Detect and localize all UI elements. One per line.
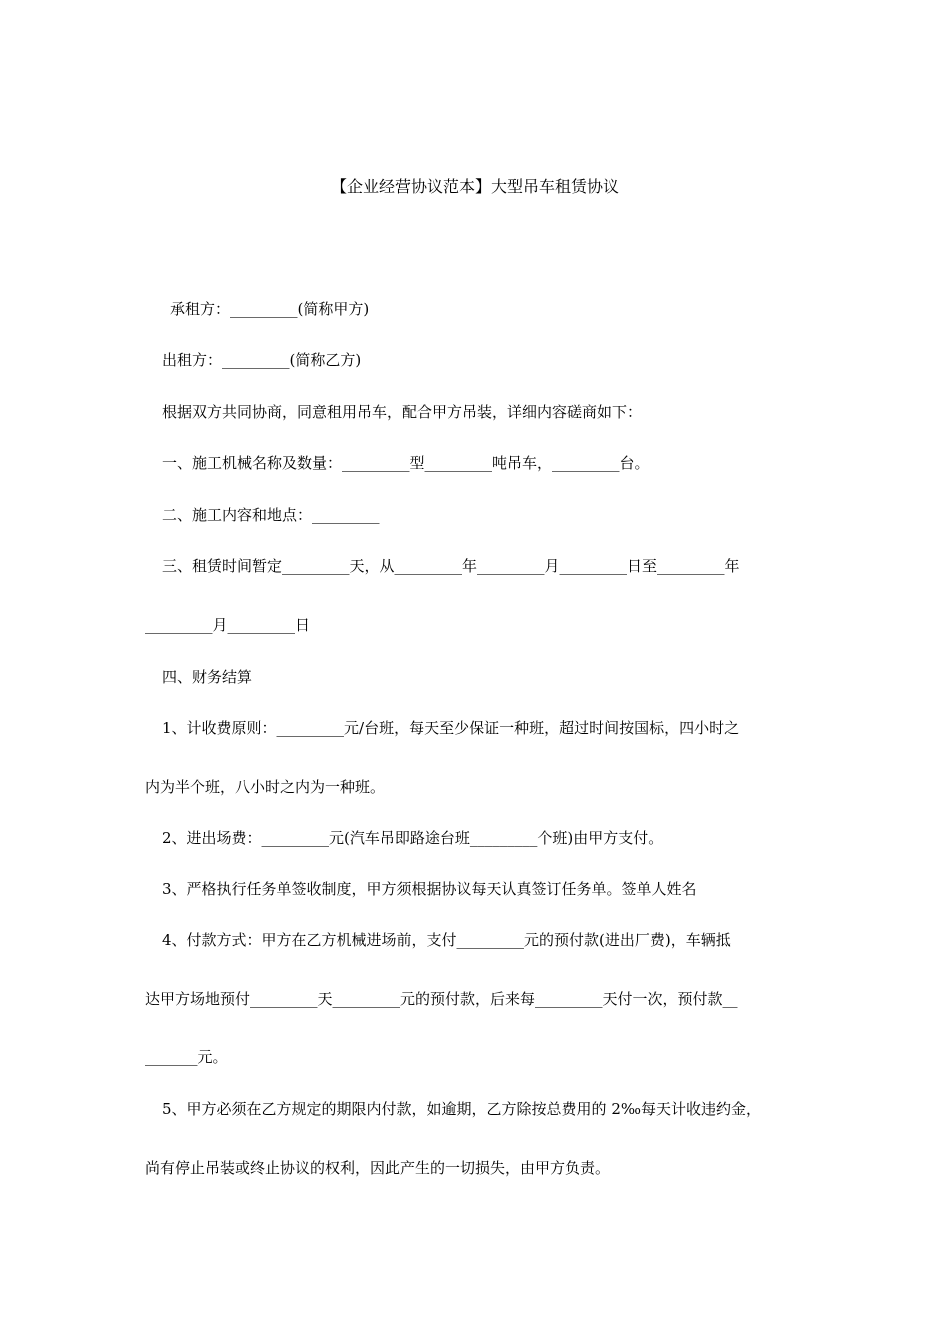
item-4-payment-method-cont-2: _______元。 bbox=[145, 1048, 228, 1066]
item-1-fee-principle: 1、计收费原则：_________元/台班，每天至少保证一种班，超过时间按国标，四小时之 bbox=[162, 719, 740, 737]
item-2-entry-exit-fee: 2、进出场费：_________元(汽车吊即路途台班_________个班)由甲方支付。 bbox=[162, 829, 664, 847]
item-4-payment-method-cont-1: 达甲方场地预付_________天_________元的预付款，后来每_________天付一次，预付款__ bbox=[145, 990, 738, 1008]
clause-3-rental-period: 三、租赁时间暂定_________天，从_________年_________月_________日至_________年 bbox=[162, 557, 740, 575]
clause-1-machinery: 一、施工机械名称及数量：_________型_________吨吊车，_________台。 bbox=[162, 454, 650, 472]
item-5-late-payment-cont: 尚有停止吊装或终止协议的权利，因此产生的一切损失，由甲方负责。 bbox=[145, 1159, 611, 1177]
clause-4-financial-settlement: 四、财务结算 bbox=[162, 668, 253, 686]
document-title: 【企业经营协议范本】大型吊车租赁协议 bbox=[330, 177, 619, 196]
intro-paragraph: 根据双方共同协商，同意租用吊车，配合甲方吊装，详细内容磋商如下： bbox=[162, 403, 643, 421]
lessor-line: 出租方：_________(简称乙方) bbox=[162, 351, 362, 369]
item-5-late-payment: 5、甲方必须在乙方规定的期限内付款，如逾期，乙方除按总费用的 2‰每天计收违约金， bbox=[162, 1100, 761, 1118]
clause-3-rental-period-cont: _________月_________日 bbox=[145, 616, 311, 634]
item-3-task-order: 3、严格执行任务单签收制度，甲方须根据协议每天认真签订任务单。签单人姓名 bbox=[162, 880, 697, 898]
item-4-payment-method: 4、付款方式：甲方在乙方机械进场前，支付_________元的预付款(进出厂费)，车辆抵 bbox=[162, 931, 731, 949]
clause-2-content-location: 二、施工内容和地点：_________ bbox=[162, 506, 380, 524]
item-1-fee-principle-cont: 内为半个班，八小时之内为一种班。 bbox=[145, 778, 386, 796]
lessee-line: 承租方：_________(简称甲方) bbox=[170, 300, 370, 318]
